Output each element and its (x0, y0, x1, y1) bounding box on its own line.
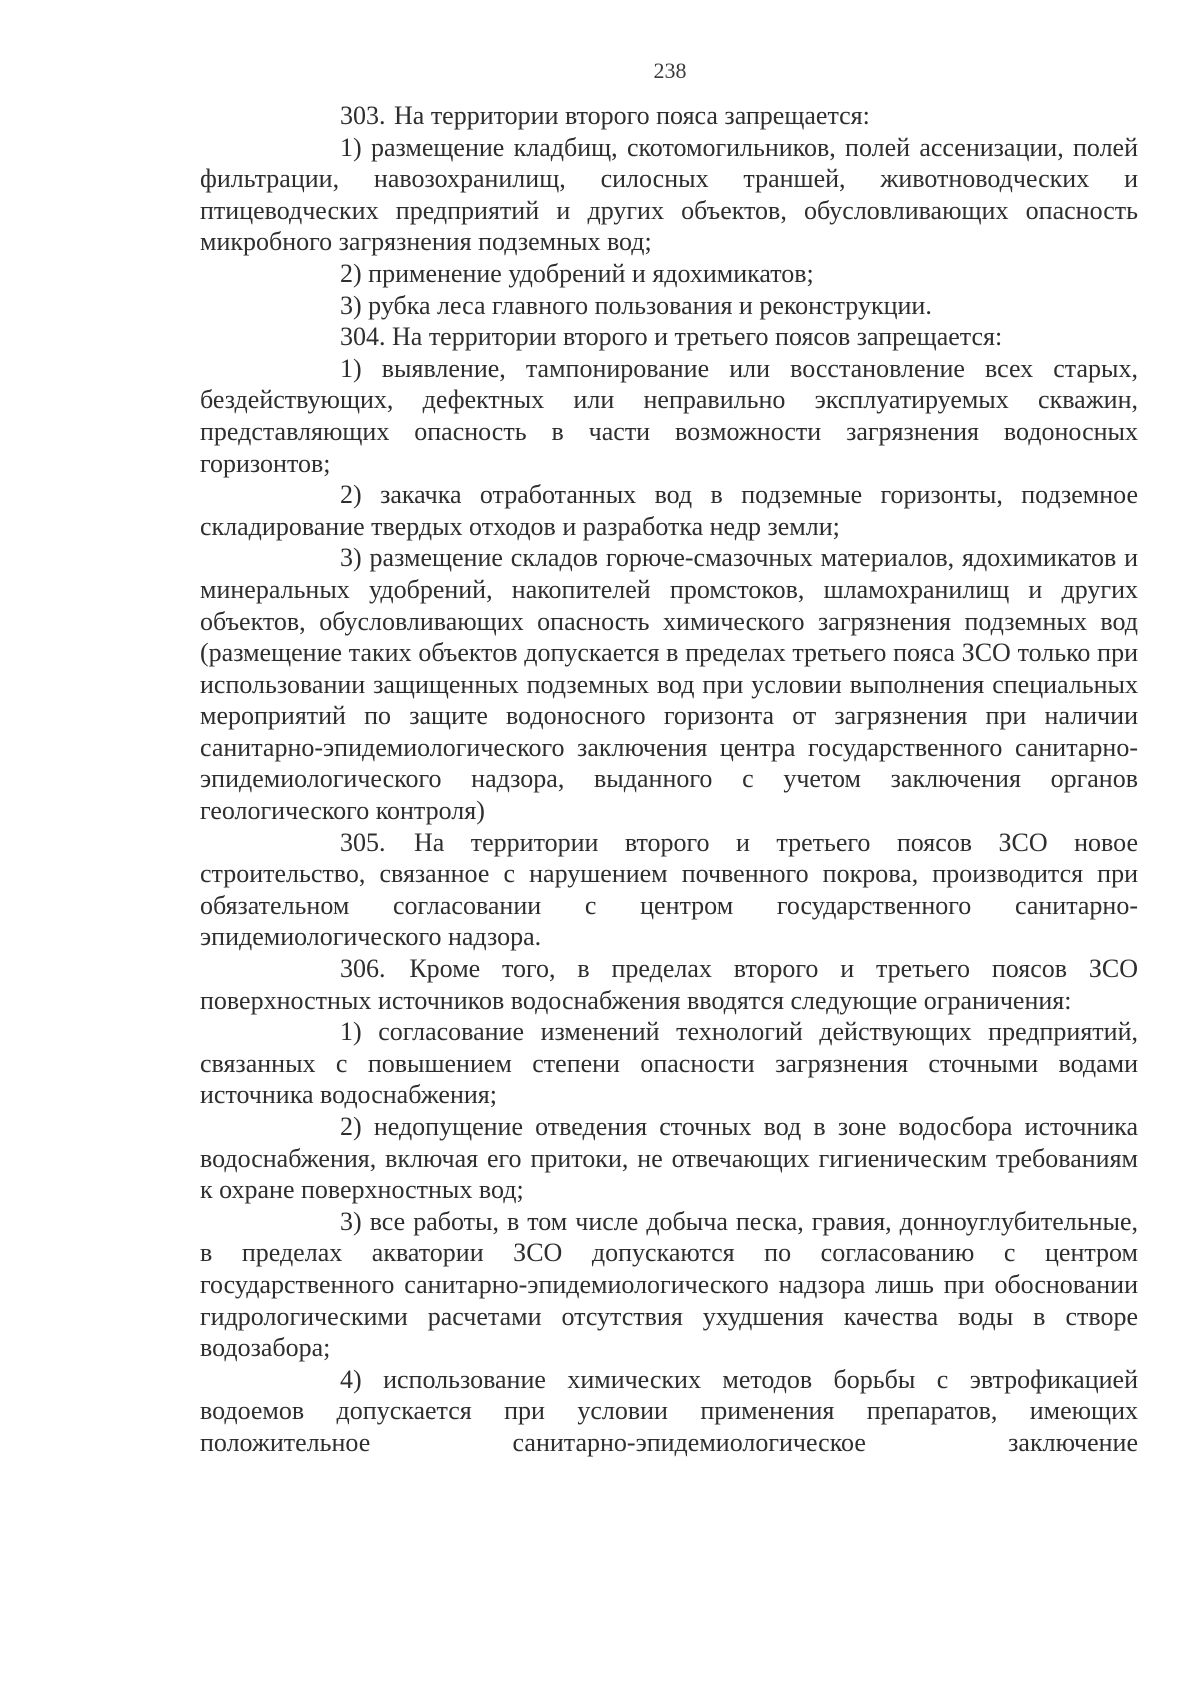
item-number: 2) (340, 480, 362, 510)
paragraph-p306-2 (200, 1111, 1138, 1206)
document-body (200, 100, 1138, 1459)
item-text: рубка леса главного пользования и реконструкции. (368, 290, 932, 320)
item-number: 4) (340, 1364, 362, 1394)
item-number: 2) (340, 258, 362, 288)
item-number: 305. (340, 827, 386, 857)
item-text: закачка отработанных вод в подземные горизонты, подземное складирование твердых отходов и разработка недр земли; (200, 480, 1138, 541)
item-text: На территории второго пояса запрещается: (394, 101, 870, 130)
item-number: 1) (340, 132, 362, 162)
item-text: На территории второго и третьего поясов запрещается: (392, 322, 1003, 352)
item-text: Кроме того, в пределах второго и третьего поясов ЗСО поверхностных источников водоснабжения вводятся следующие ограничения: (200, 954, 1138, 1015)
item-text: согласование изменений технологий действующих предприятий, связанных с повышением степени опасности загрязнения сточными водами источника водоснабжения; (200, 1017, 1138, 1110)
item-text: все работы, в том числе добыча песка, гравия, донноуглубительные, в пределах акватории ЗСО допускаются по согласованию с центром государственного санитарно-эпидемиологического надзора лишь при обосновании гидрологическими расчетами отсутствия ухудшения качества воды в створе водозабора; (200, 1206, 1139, 1363)
paragraph-p306-1 (200, 1016, 1138, 1111)
paragraph-p306-3 (200, 1206, 1138, 1364)
paragraph-p304-2 (200, 479, 1138, 542)
item-number: 3) (340, 543, 362, 573)
item-text: На территории второго и третьего поясов ЗСО новое строительство, связанное с нарушением почвенного покрова, производится при обязательном согласовании с центром государственного санитарно-эпидемиологического надзора. (200, 827, 1138, 952)
item-number: 303. (340, 101, 386, 130)
item-number: 3) (340, 1206, 362, 1236)
paragraph-p306 (200, 953, 1138, 1016)
item-number: 3) (340, 290, 362, 320)
paragraph-p303-3 (200, 290, 1138, 322)
item-text: недопущение отведения сточных вод в зоне водосбора источника водоснабжения, включая его притоки, не отвечающих гигиеническим требованиям к охране поверхностных вод; (200, 1112, 1139, 1205)
paragraph-p305 (200, 827, 1138, 953)
paragraph-p304-1 (200, 353, 1138, 479)
item-text: использование химических методов борьбы с эвтрофикацией водоемов допускается при условии применения препаратов, имеющих положительное санитарно-эпидемиологическое заключение (200, 1364, 1138, 1457)
item-number: 306. (340, 954, 386, 984)
item-text: размещение кладбищ, скотомогильников, полей ассенизации, полей фильтрации, навозохранилищ, силосных траншей, животноводческих и птицеводческих предприятий и других объектов, обусловливающих опасность микробного загрязнения подземных вод; (200, 132, 1139, 257)
paragraph-p303-2 (200, 258, 1138, 290)
item-text: размещение складов горюче-смазочных материалов, ядохимикатов и минеральных удобрений, накопителей промстоков, шламохранилищ и других объектов, обусловливающих опасность химического загрязнения подземных вод (размещение таких объектов допускается в пределах третьего пояса ЗСО только при использовании защищенных подземных вод при условии выполнения специальных мероприятий по защите водоносного горизонта от загрязнения при наличии санитарно-эпидемиологического заключения центра государственного санитарно-эпидемиологического надзора, выданного с учетом заключения органов геологического контроля) (200, 543, 1139, 826)
item-number: 2) (340, 1112, 362, 1141)
item-text: выявление, тампонирование или восстановление всех старых, бездействующих, дефектных или неправильно эксплуатируемых скважин, представляющих опасность в части возможности загрязнения водоносных горизонтов; (200, 353, 1138, 478)
paragraph-p304-3 (200, 542, 1138, 826)
paragraph-p306-4 (200, 1364, 1138, 1459)
item-text: применение удобрений и ядохимикатов; (368, 258, 814, 288)
paragraph-p303 (200, 100, 1138, 132)
item-number: 1) (340, 1017, 362, 1047)
item-number: 1) (340, 353, 362, 383)
paragraph-p303-1 (200, 132, 1138, 258)
item-number: 304. (340, 322, 386, 352)
paragraph-p304 (200, 321, 1138, 353)
page-number: 238 (653, 58, 687, 83)
